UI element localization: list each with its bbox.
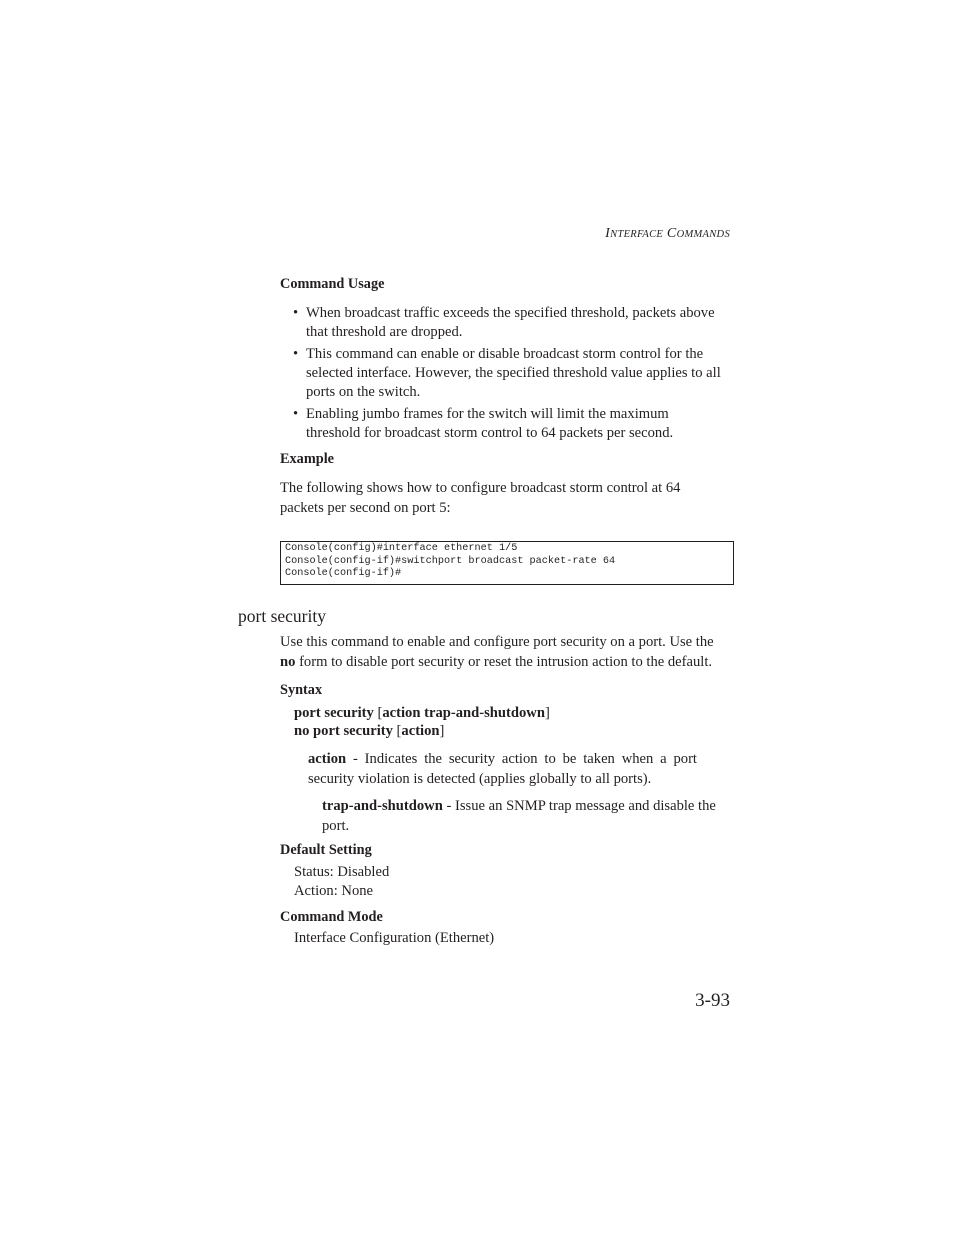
syntax-line: no port security [action] xyxy=(294,723,445,739)
list-item: • Enabling jumbo frames for the switch will limit the maximum threshold for broadcast storm control to 64 packets per second. xyxy=(293,406,674,441)
section-title: port security xyxy=(238,606,326,626)
syntax-heading: Syntax xyxy=(280,682,323,698)
bullet-icon: • xyxy=(293,305,299,321)
syntax-line: port security [action trap-and-shutdown] xyxy=(294,705,550,721)
list-item: • When broadcast traffic exceeds the specified threshold, packets above that threshold are dropped. xyxy=(293,305,715,340)
command-mode-heading: Command Mode xyxy=(280,909,383,925)
param-trap-and-shutdown: trap-and-shutdown - Issue an SNMP trap message and disable the port. xyxy=(322,798,716,834)
code-line: Console(config)#interface ethernet 1/5 xyxy=(285,543,518,554)
example-description: The following shows how to configure broadcast storm control at 64 packets per second on port 5: xyxy=(280,480,681,516)
example-heading: Example xyxy=(280,451,335,467)
code-example xyxy=(280,541,734,585)
default-setting-values: Status: Disabled Action: None xyxy=(294,864,390,899)
running-head: INTERFACE COMMANDS xyxy=(605,226,730,241)
command-usage-heading: Command Usage xyxy=(280,276,385,292)
bullet-icon: • xyxy=(293,406,299,422)
command-usage-list xyxy=(280,304,732,446)
code-line: Console(config-if)#switchport broadcast packet-rate 64 xyxy=(285,555,616,567)
syntax-block xyxy=(294,704,550,740)
page-number: 3-93 xyxy=(695,990,730,1011)
param-action: action - Indicates the security action to be taken when a port security violation is detected (applies globally to all ports). xyxy=(308,751,697,787)
bullet-icon: • xyxy=(293,346,299,362)
command-mode-value: Interface Configuration (Ethernet) xyxy=(294,930,495,946)
list-item: • This command can enable or disable broadcast storm control for the selected interface. However, the specified threshold value applies to all ports on the switch. xyxy=(293,346,721,400)
default-setting-heading: Default Setting xyxy=(280,842,372,858)
port-security-description: Use this command to enable and configure port security on a port. Use the no form to disable port security or reset the intrusion action to the default. xyxy=(280,634,714,670)
code-line: Console(config-if)# xyxy=(285,568,402,579)
